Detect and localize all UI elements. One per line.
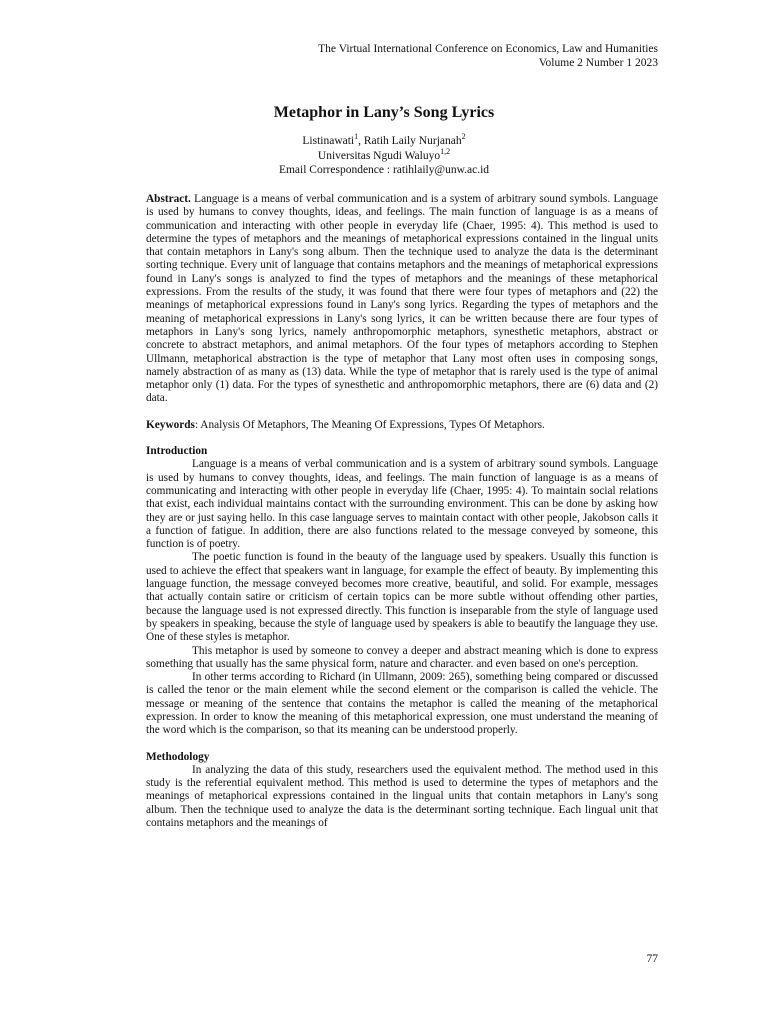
methodology-paragraph: In analyzing the data of this study, researchers used the equivalent method. The method used in this study is the referential equivalent method. This method is used to determine the types of metaphors and the meanings of metaphorical expressions contained in the lingual units that contain metaphors in Lany's song album. Then the technique used to analyze the data is the determinant sorting technique. Each lingual unit that contains metaphors and the meanings of [146, 763, 658, 830]
author-sup-2: 2 [461, 132, 466, 142]
affiliation-name: Universitas Ngudi Waluyo [317, 149, 441, 162]
running-header [318, 42, 658, 70]
paper-body [146, 193, 658, 830]
abstract-text: Language is a means of verbal communication and is a system of arbitrary sound symbols. Language is used by humans to convey thoughts, ideas, and feelings. The main function of language is as a means of communication and interacting with other people in everyday life (Chaer, 1995: 4). This method is used to determine the types of metaphors and the meanings of metaphorical expressions contained in the lingual units that contain metaphors in Lany's song album. Then the technique used to analyze the data is the determinant sorting technique. Every unit of language that contains metaphors and the meanings of metaphorical expressions found in Lany's songs is analyzed to find the types of metaphors and the meanings of these metaphorical expressions. From the results of the study, it was found that there were four types of metaphors and (22) the meanings of metaphorical expressions found in Lany's song lyrics. Regarding the types of metaphors and the meaning of metaphorical expressions in Lany's song lyrics, it can be written because there are four types of metaphors in Lany's song lyrics, namely anthropomorphic metaphors, synesthetic metaphors, abstract or concrete to abstract metaphors, and animal metaphors. Of the four types of metaphors according to Stephen Ullmann, metaphorical abstraction is the type of metaphor that Lany most often uses in composing songs, namely abstraction of as many as (13) data. While the type of metaphor that is rarely used is the type of animal metaphor only (1) data. For the types of synesthetic and anthropomorphic metaphors, there are (6) data and (2) data. [146, 193, 658, 405]
volume-info: Volume 2 Number 1 2023 [538, 57, 658, 69]
abstract [146, 193, 658, 406]
email-correspondence: Email Correspondence : ratihlaily@unw.ac.id [278, 164, 490, 176]
affiliation [0, 146, 768, 164]
author-block [0, 134, 768, 178]
author-name-1: Listinawati [302, 135, 355, 147]
keywords-label: Keywords [146, 418, 195, 431]
paper-title: Metaphor in Lany’s Song Lyrics [273, 104, 495, 121]
page-number: 77 [646, 953, 658, 965]
abstract-label: Abstract. [146, 193, 191, 205]
introduction-heading: Introduction [146, 445, 208, 458]
conference-name: The Virtual International Conference on Economics, Law and Humanities [318, 43, 658, 55]
intro-paragraph-4: In other terms according to Richard (in Ullmann, 2009: 265), something being compared or discussed is called the tenor or the main element while the second element or the comparison is called the vehicle. The message or meaning of the sentence that contains the metaphor is called the meaning of the metaphorical expression. In order to know the meaning of this metaphorical expression, one must understand the meaning of the word which is the comparison, so that its meaning can be understood properly. [146, 671, 658, 737]
affiliation-sup: 1,2 [440, 146, 451, 156]
intro-paragraph-1: Language is a means of verbal communication and is a system of arbitrary sound symbols. Language is used by humans to convey thoughts, ideas, and feelings. The main function of language is as a means of communicating and interacting with other people in everyday life (Chaer, 1995: 4). To maintain social relations that exist, each individual maintains contact with the surrounding environment. This can be done by asking how they are or just saying hello. In this case language serves to maintain contact with other people, Jakobson calls it a function of fatigue. In addition, there are also functions related to the message conveyed by someone, this function is of poetry. [146, 458, 658, 551]
author-sup-1: 1 [354, 132, 359, 142]
author-name-2: Ratih Laily Nurjanah [363, 135, 462, 147]
keywords [146, 419, 658, 432]
intro-paragraph-3: This metaphor is used by someone to convey a deeper and abstract meaning which is done to express something that usually has the same physical form, nature and character. and even based on one's perception. [146, 644, 658, 670]
methodology-heading: Methodology [146, 750, 210, 763]
author-separator: , [358, 135, 364, 147]
keywords-text: : Analysis Of Metaphors, The Meaning Of Expressions, Types Of Metaphors. [194, 418, 545, 431]
intro-paragraph-2: The poetic function is found in the beauty of the language used by speakers. Usually this function is used to achieve the effect that speakers want in language, for example the effect of beauty. By implementing this language function, the message conveyed becomes more creative, beautiful, and solid. For example, messages that actually contain satire or criticism of certain topics can be more subtle without offending other parties, because the language used is not expressed directly. This function is inseparable from the style of language used by speakers in speaking, because the style of language used by speakers is able to beautify the language they use. One of these styles is metaphor. [146, 551, 658, 644]
author-names [0, 134, 768, 149]
